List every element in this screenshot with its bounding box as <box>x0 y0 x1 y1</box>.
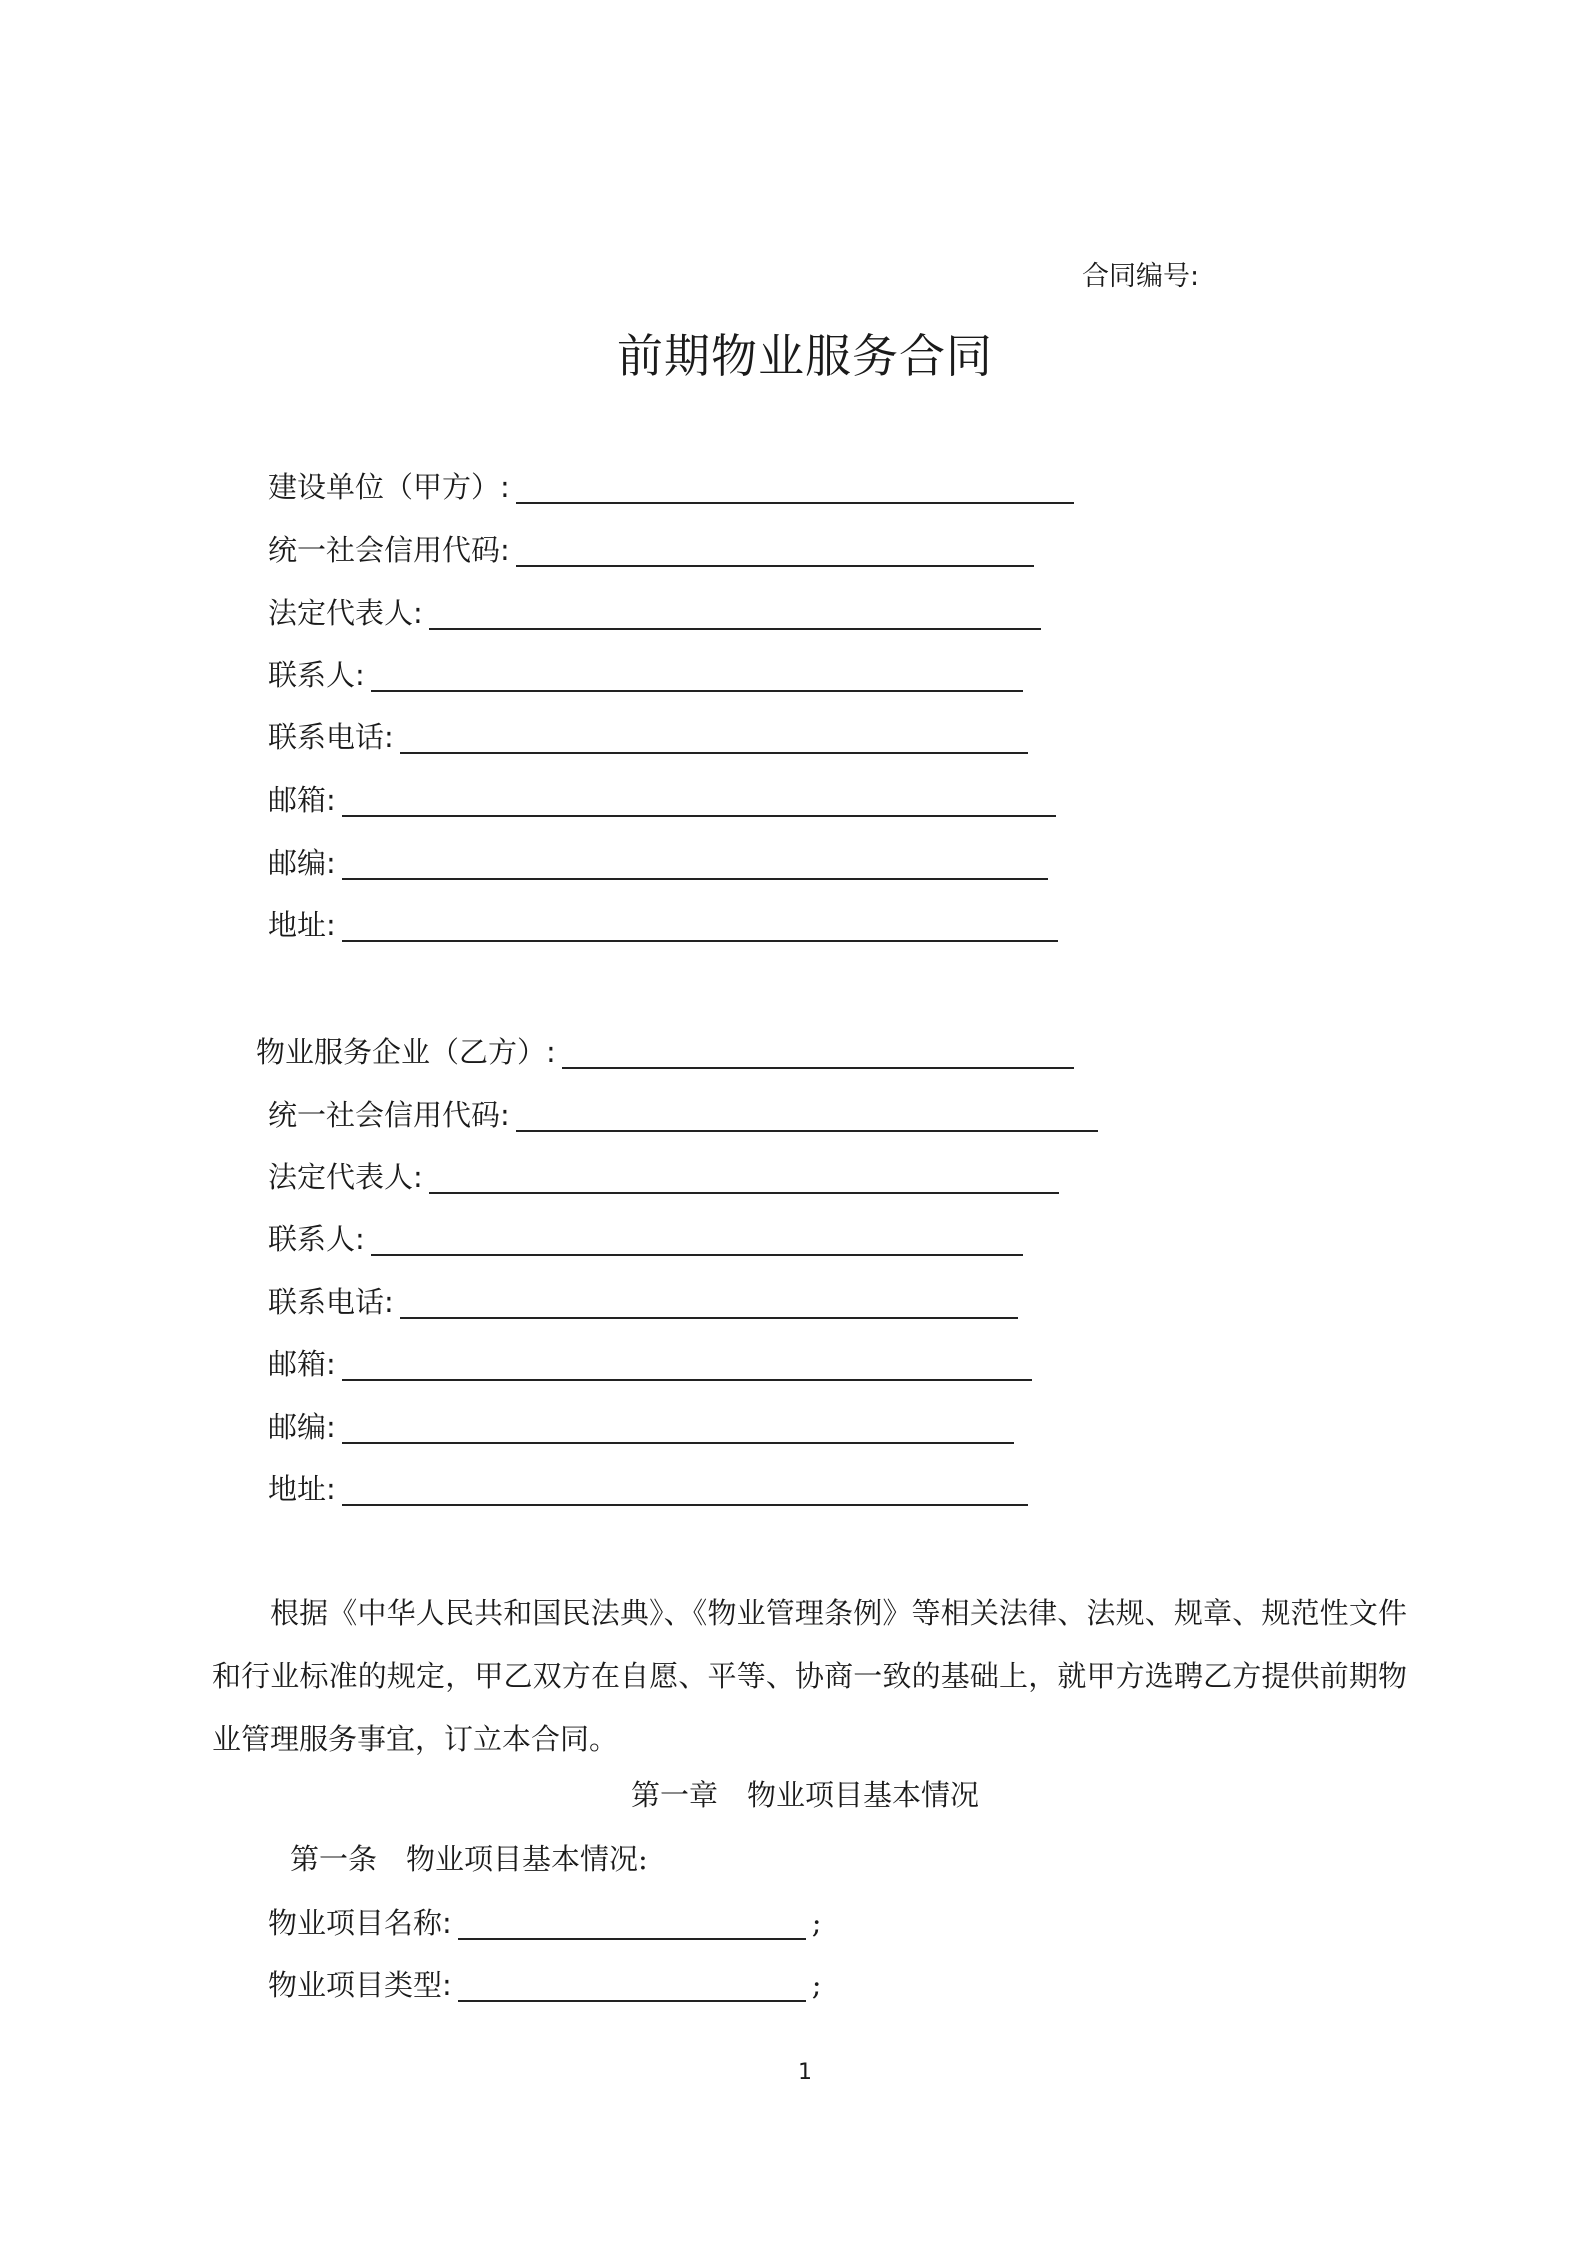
project-name-field[interactable] <box>268 1900 822 1940</box>
party-a-credit-code-blank[interactable] <box>516 535 1034 567</box>
party-a-postcode-field[interactable] <box>268 840 1048 880</box>
party-a-name-blank[interactable] <box>516 472 1074 504</box>
party-b-name-blank[interactable] <box>562 1037 1074 1069</box>
contract-number-label: 合同编号: <box>1082 261 1200 292</box>
party-a-phone-field[interactable] <box>268 714 1028 754</box>
party-a-contact-field[interactable] <box>268 652 1023 692</box>
party-b-email-field[interactable] <box>268 1341 1032 1381</box>
party-a-address-field[interactable] <box>268 902 1058 942</box>
party-a-legal-rep-label: 法定代表人: <box>268 596 423 630</box>
party-b-credit-code-blank[interactable] <box>516 1100 1098 1132</box>
project-type-blank[interactable] <box>458 1970 806 2002</box>
party-b-heading-field[interactable] <box>256 1029 1074 1069</box>
party-a-phone-label: 联系电话: <box>268 720 394 754</box>
project-type-label: 物业项目类型: <box>268 1968 452 2002</box>
party-b-heading: 物业服务企业（乙方）: <box>256 1035 556 1069</box>
party-b-legal-rep-label: 法定代表人: <box>268 1160 423 1194</box>
party-a-credit-code-field[interactable] <box>268 527 1034 567</box>
party-a-address-blank[interactable] <box>342 910 1058 942</box>
preamble-paragraph: 根据《中华人民共和国民法典》、《物业管理条例》等相关法律、法规、规章、规范性文件和行业标准的规定，甲乙双方在自愿、平等、协商一致的基础上，就甲方选聘乙方提供前期物业管理服务事宜，订立本合同。 <box>212 1596 1407 1756</box>
party-b-credit-code-label: 统一社会信用代码: <box>268 1098 510 1132</box>
party-b-contact-label: 联系人: <box>268 1222 365 1256</box>
project-name-blank[interactable] <box>458 1908 806 1940</box>
party-b-contact-field[interactable] <box>268 1216 1023 1256</box>
party-b-legal-rep-field[interactable] <box>268 1154 1059 1194</box>
party-b-address-blank[interactable] <box>342 1474 1028 1506</box>
party-b-phone-label: 联系电话: <box>268 1285 394 1319</box>
party-a-phone-blank[interactable] <box>400 722 1028 754</box>
party-a-address-label: 地址: <box>268 908 336 942</box>
project-name-label: 物业项目名称: <box>268 1906 452 1940</box>
party-a-heading-field[interactable] <box>268 464 1074 504</box>
party-a-contact-blank[interactable] <box>371 660 1023 692</box>
page-number: 1 <box>798 2060 812 2085</box>
party-a-email-field[interactable] <box>268 777 1056 817</box>
party-a-legal-rep-blank[interactable] <box>429 598 1041 630</box>
party-a-heading: 建设单位（甲方）: <box>268 470 510 504</box>
party-b-email-blank[interactable] <box>342 1349 1032 1381</box>
document-title: 前期物业服务合同 <box>617 329 993 383</box>
party-a-email-label: 邮箱: <box>268 783 336 817</box>
party-b-contact-blank[interactable] <box>371 1224 1023 1256</box>
party-b-address-label: 地址: <box>268 1472 336 1506</box>
party-a-email-blank[interactable] <box>342 785 1056 817</box>
party-b-credit-code-field[interactable] <box>268 1092 1098 1132</box>
party-b-phone-field[interactable] <box>268 1279 1018 1319</box>
party-b-postcode-label: 邮编: <box>268 1410 336 1444</box>
party-a-postcode-blank[interactable] <box>342 848 1048 880</box>
project-name-terminator: ; <box>811 1906 822 1940</box>
party-b-legal-rep-blank[interactable] <box>429 1162 1059 1194</box>
party-b-email-label: 邮箱: <box>268 1347 336 1381</box>
project-type-terminator: ; <box>811 1968 822 2002</box>
project-type-field[interactable] <box>268 1962 822 2002</box>
party-b-phone-blank[interactable] <box>400 1287 1018 1319</box>
party-a-legal-rep-field[interactable] <box>268 590 1041 630</box>
party-b-postcode-field[interactable] <box>268 1404 1014 1444</box>
party-a-contact-label: 联系人: <box>268 658 365 692</box>
party-a-credit-code-label: 统一社会信用代码: <box>268 533 510 567</box>
chapter-heading: 第一章 物业项目基本情况 <box>630 1778 979 1812</box>
party-b-postcode-blank[interactable] <box>342 1412 1014 1444</box>
party-b-address-field[interactable] <box>268 1466 1028 1506</box>
article-heading: 第一条 物业项目基本情况: <box>290 1842 648 1876</box>
party-a-postcode-label: 邮编: <box>268 846 336 880</box>
